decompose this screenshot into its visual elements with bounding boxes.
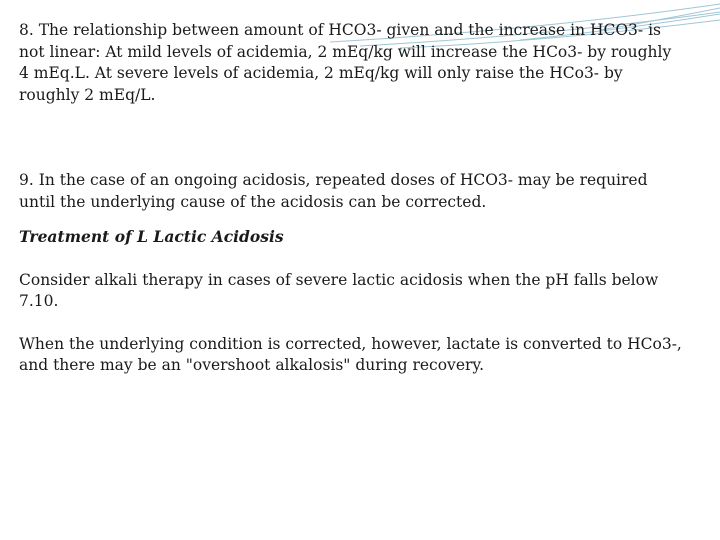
paragraph-alkali-therapy: Consider alkali therapy in cases of severe lactic acidosis when the pH falls below 7.10.	[19, 270, 659, 310]
paragraph-point-9: 9. In the case of an ongoing acidosis, repeated doses of HCO3- may be required until the underlying cause of the acidosis can be corrected.	[19, 171, 648, 211]
slide-content	[19, 20, 684, 377]
paragraph-point-8: 8. The relationship between amount of HCO3- given and the increase in HCO3- is not linear: At mild levels of acidemia, 2 mEq/kg will increase the HCo3- by roughly 4 mEq.L. At severe levels of acidemia, 2 mEq/kg will only raise the HCo3- by roughly 2 mEq/L.	[19, 21, 672, 104]
section-heading: Treatment of L Lactic Acidosis	[19, 227, 284, 246]
paragraph-overshoot-alkalosis: When the underlying condition is corrected, however, lactate is converted to HCo3-, and there may be an "overshoot alkalosis" during recovery.	[19, 334, 682, 374]
